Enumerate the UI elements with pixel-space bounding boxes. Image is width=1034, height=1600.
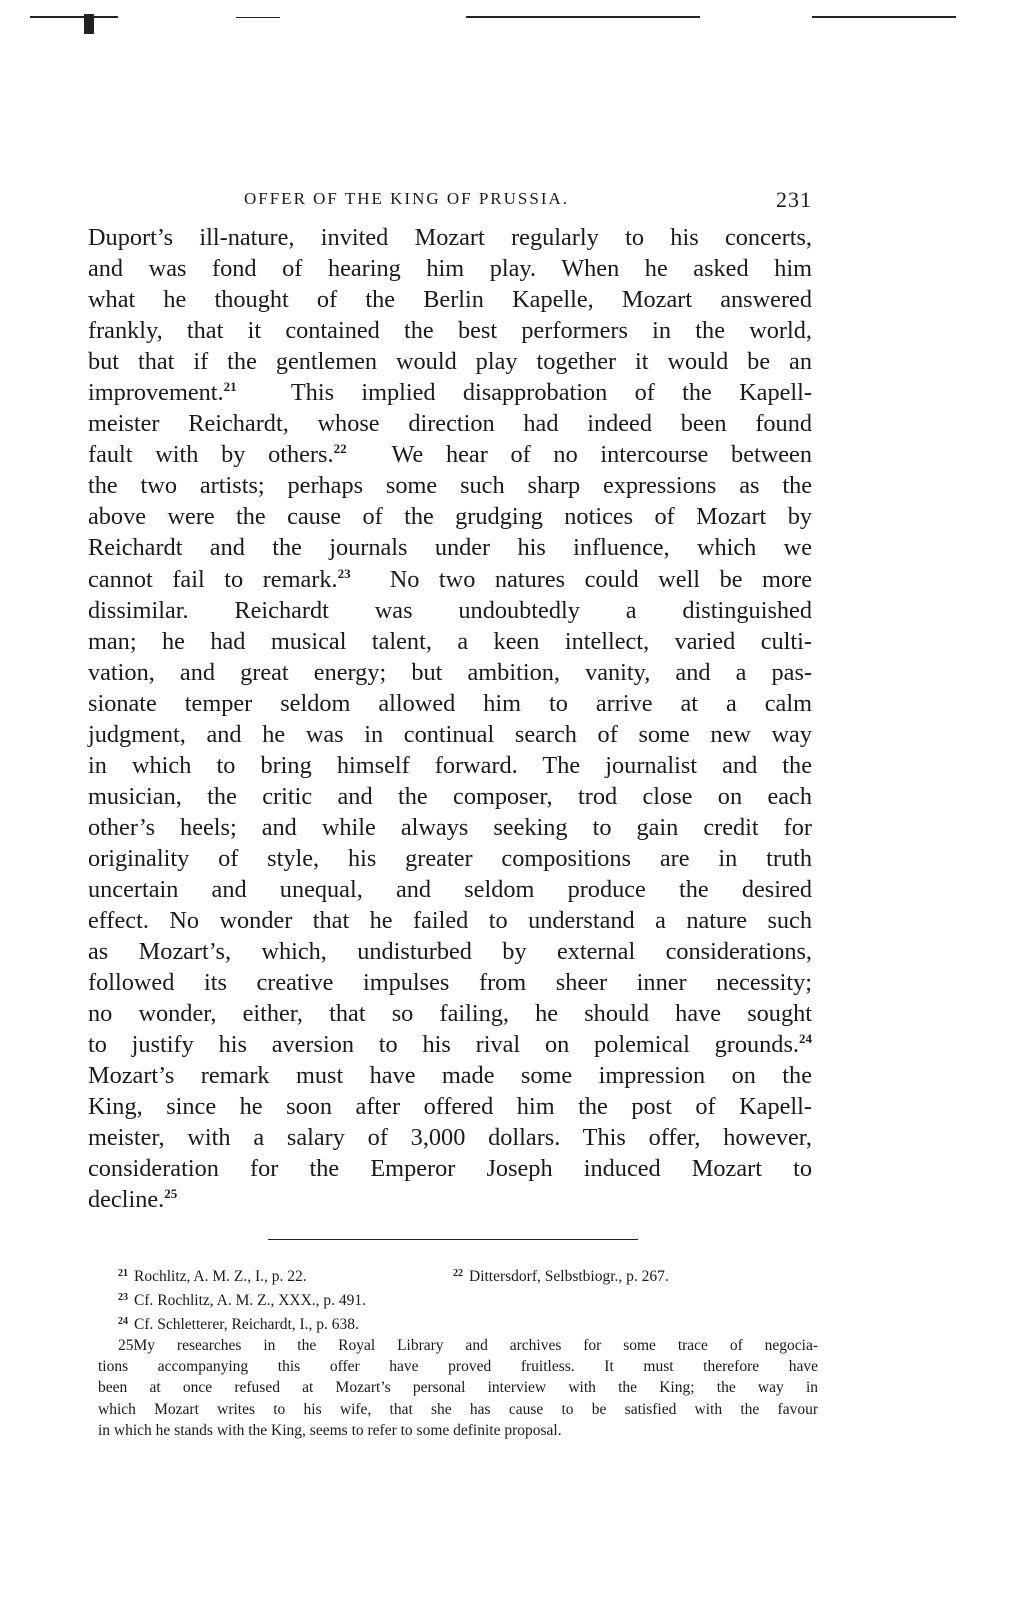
text-line: no wonder, either, that so failing, he should have sought [88,1000,812,1028]
text-line: vation, and great energy; but ambition, vanity, and a pas- [88,658,812,686]
footnote-ref: 22 [333,441,347,457]
text-line: Mozart’s remark must have made some impression on the [88,1062,812,1090]
text-line: what he thought of the Berlin Kapelle, Mozart answered [88,286,812,314]
footnote-ref: 21 [223,379,237,395]
footnote-mark: 24 [118,1316,128,1327]
text-fragment: cannot fail to remark. [88,565,338,593]
footnote-text: Rochlitz, A. M. Z., I., p. 22. [134,1268,307,1285]
text-line [88,439,812,470]
footnote-21 [118,1268,307,1285]
scan-mark [30,16,118,18]
page-number: 231 [776,187,812,212]
footnote-22 [453,1263,669,1287]
text-line: King, since he soon after offered him the post of Kapell- [88,1093,812,1121]
footnote-line: been at once refused at Mozart’s personal interview with the King; the way in [98,1379,818,1397]
footnote-23 [118,1287,818,1311]
footnote-text: Dittersdorf, Selbstbiogr., p. 267. [469,1268,669,1285]
text-fragment: to justify his aversion to his rival on polemical grounds. [88,1031,799,1059]
text-line: in which to bring himself forward. The journalist and the [88,751,812,779]
text-fragment: improvement. [88,379,224,407]
footnote-text: Cf. Rochlitz, A. M. Z., XXX., p. 491. [134,1292,367,1309]
body-text [88,222,812,1216]
text-line: man; he had musical talent, a keen intellect, varied culti- [88,627,812,655]
footnote-line: tions accompanying this offer have proved fruitless. It must therefore have [98,1358,818,1376]
footnotes [98,1263,818,1441]
text-line: musician, the critic and the composer, trod close on each [88,782,812,810]
footnote-mark: 23 [118,1292,128,1303]
text-line: consideration for the Emperor Joseph induced Mozart to [88,1155,812,1183]
text-line: followed its creative impulses from sheer inner necessity; [88,969,812,997]
text-fragment: No two natures could well be more [389,565,812,593]
text-line [88,377,812,408]
text-line: Reichardt and the journals under his influence, which we [88,534,812,562]
footnote-text: My researches in the Royal Library and archives for some trace of negocia- [133,1337,818,1354]
text-line: uncertain and unequal, and seldom produce the desired [88,875,812,903]
text-fragment: fault with by others. [88,441,334,469]
text-line: meister, with a salary of 3,000 dollars. This offer, however, [88,1124,812,1152]
footnote-line: which Mozart writes to his wife, that she has cause to be satisfied with the favour [98,1400,818,1418]
footnote-mark: 25 [118,1337,134,1354]
footnote-text: Cf. Schletterer, Reichardt, I., p. 638. [134,1316,359,1333]
text-line: other’s heels; and while always seeking to gain credit for [88,813,812,841]
footnote-25 [98,1335,818,1441]
footnote-ref: 25 [164,1186,178,1202]
footnote-mark: 22 [453,1268,463,1279]
text-line: and was fond of hearing him play. When he asked him [88,255,812,283]
text-fragment: We hear of no intercourse between [391,441,812,469]
text-fragment: decline. [88,1186,165,1214]
footnote-ref: 24 [799,1031,812,1047]
footnote-line [98,1335,818,1356]
text-line: as Mozart’s, which, undisturbed by external considerations, [88,938,812,966]
text-line: Duport’s ill-nature, invited Mozart regularly to his concerts, [88,224,812,251]
scan-mark [466,16,700,18]
text-line [88,1029,812,1060]
running-head: OFFER OF THE KING OF PRUSSIA. [244,189,570,208]
footnote-mark: 21 [118,1268,128,1279]
text-line [88,564,812,595]
text-line: frankly, that it contained the best performers in the world, [88,317,812,345]
footnote-separator [268,1239,638,1240]
text-line: but that if the gentlemen would play together it would be an [88,348,812,376]
footnote-row [118,1263,818,1287]
text-line: the two artists; perhaps some such sharp expressions as the [88,472,812,500]
scan-mark [84,14,94,34]
text-line: sionate temper seldom allowed him to arrive at a calm [88,689,812,717]
text-line [88,1184,812,1215]
text-fragment: This implied disapprobation of the Kapell- [290,379,812,407]
scan-mark [812,16,956,18]
text-line: meister Reichardt, whose direction had indeed been found [88,410,812,438]
text-line: dissimilar. Reichardt was undoubtedly a distinguished [88,596,812,624]
footnote-24 [118,1311,818,1335]
text-line: effect. No wonder that he failed to understand a nature such [88,907,812,935]
scan-mark [236,17,280,18]
page-header [88,187,812,217]
footnote-ref: 23 [337,565,351,581]
text-line: originality of style, his greater compositions are in truth [88,844,812,872]
text-line: judgment, and he was in continual search of some new way [88,720,812,748]
footnote-line: in which he stands with the King, seems to refer to some definite proposal. [98,1421,562,1439]
text-line: above were the cause of the grudging notices of Mozart by [88,503,812,531]
